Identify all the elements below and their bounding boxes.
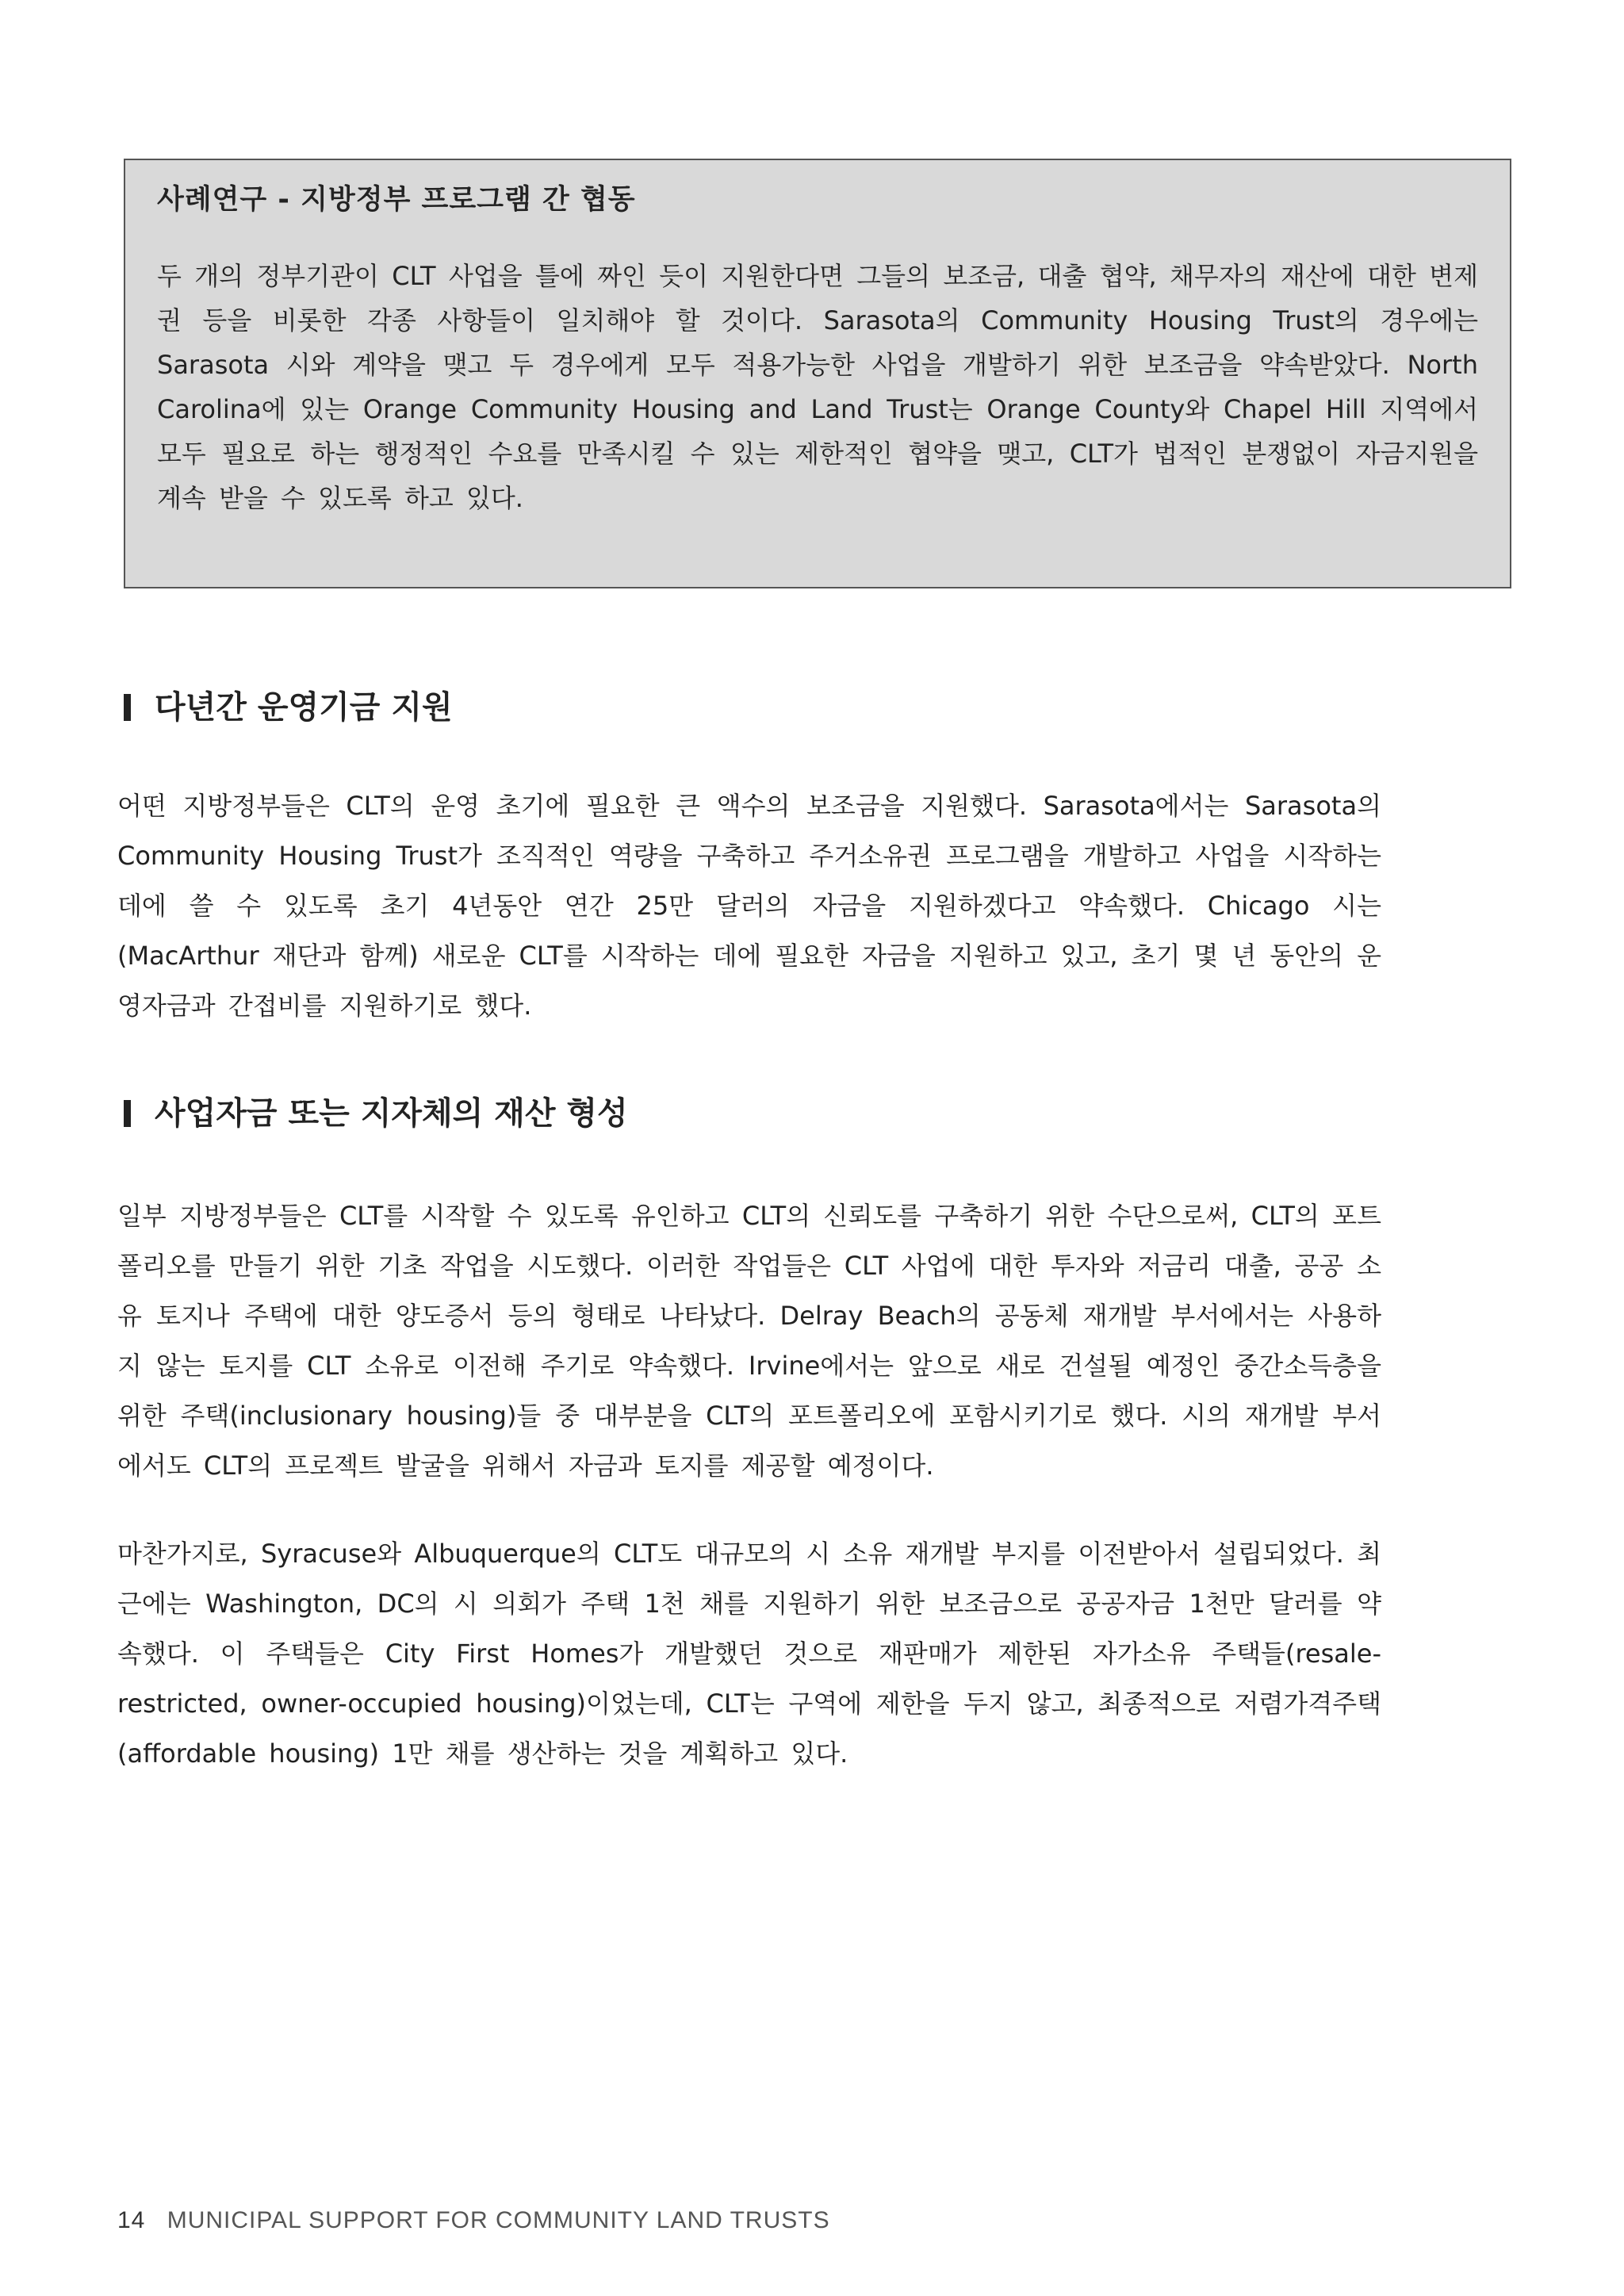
section-heading-operating-funds	[124, 685, 453, 730]
running-title: MUNICIPAL SUPPORT FOR COMMUNITY LAND TRUSTS	[167, 2207, 830, 2233]
section-heading-text: 다년간 운영기금 지원	[155, 689, 453, 726]
case-study-title: 사례연구 - 지방정부 프로그램 간 협동	[157, 184, 636, 216]
case-study-body: 두 개의 정부기관이 CLT 사업을 틀에 짜인 듯이 지원한다면 그들의 보조금, 대출 협약, 채무자의 재산에 대한 변제권 등을 비롯한 각종 사항들이 일치해야 할 것이다. Sarasota의 Community Housing Trust의 경우에는 Sarasota 시와 계약을 맺고 두 경우에게 모두 적용가능한 사업을 개발하기 위한 보조금을 약속받았다. North Carolina에 있는 Orange Community Housing and Land Trust는 Orange County와 Chapel Hill 지역에서 모두 필요로 하는 행정적인 수요를 만족시킬 수 있는 제한적인 협약을 맺고, CLT가 법적인 분쟁없이 자금지원을 계속 받을 수 있도록 하고 있다.	[157, 261, 1478, 513]
heading-bullet-icon	[124, 1100, 131, 1127]
paragraph-project-funding-2: 마찬가지로, Syracuse와 Albuquerque의 CLT도 대규모의 시 소유 재개발 부지를 이전받아서 설립되었다. 최근에는 Washington, DC의 시 의회가 주택 1천 채를 지원하기 위한 보조금으로 공공자금 1천만 달러를 약속했다. 이 주택들은 City First Homes가 개발했던 것으로 재판매가 제한된 자가소유 주택들(resale-restricted, owner-occupied housing)이었는데, CLT는 구역에 제한을 두지 않고, 최종적으로 저렴가격주택(affordable housing) 1만 채를 생산하는 것을 계획하고 있다.	[117, 1539, 1381, 1769]
section-heading-text: 사업자금 또는 지자체의 재산 형성	[155, 1095, 628, 1132]
paragraph-project-funding-1: 일부 지방정부들은 CLT를 시작할 수 있도록 유인하고 CLT의 신뢰도를 구축하기 위한 수단으로써, CLT의 포트폴리오를 만들기 위한 기초 작업을 시도했다. 이러한 작업들은 CLT 사업에 대한 투자와 저금리 대출, 공공 소유 토지나 주택에 대한 양도증서 등의 형태로 나타났다. Delray Beach의 공동체 재개발 부서에서는 사용하지 않는 토지를 CLT 소유로 이전해 주기로 약속했다. Irvine에서는 앞으로 새로 건설될 예정인 중간소득층을 위한 주택(inclusionary housing)들 중 대부분을 CLT의 포트폴리오에 포함시키기로 했다. 시의 재개발 부서에서도 CLT의 프로젝트 발굴을 위해서 자금과 토지를 제공할 예정이다.	[117, 1201, 1381, 1481]
heading-bullet-icon	[124, 694, 131, 721]
page-footer	[117, 2205, 830, 2237]
case-study-box	[124, 159, 1511, 588]
page-number: 14	[117, 2207, 146, 2233]
section-heading-project-funding	[124, 1091, 628, 1136]
paragraph-operating-funds: 어떤 지방정부들은 CLT의 운영 초기에 필요한 큰 액수의 보조금을 지원했다. Sarasota에서는 Sarasota의 Community Housing Trust가 조직적인 역량을 구축하고 주거소유권 프로그램을 개발하고 사업을 시작하는 데에 쓸 수 있도록 초기 4년동안 연간 25만 달러의 자금을 지원하겠다고 약속했다. Chicago 시는 (MacArthur 재단과 함께) 새로운 CLT를 시작하는 데에 필요한 자금을 지원하고 있고, 초기 몇 년 동안의 운영자금과 간접비를 지원하기로 했다.	[117, 791, 1381, 1021]
